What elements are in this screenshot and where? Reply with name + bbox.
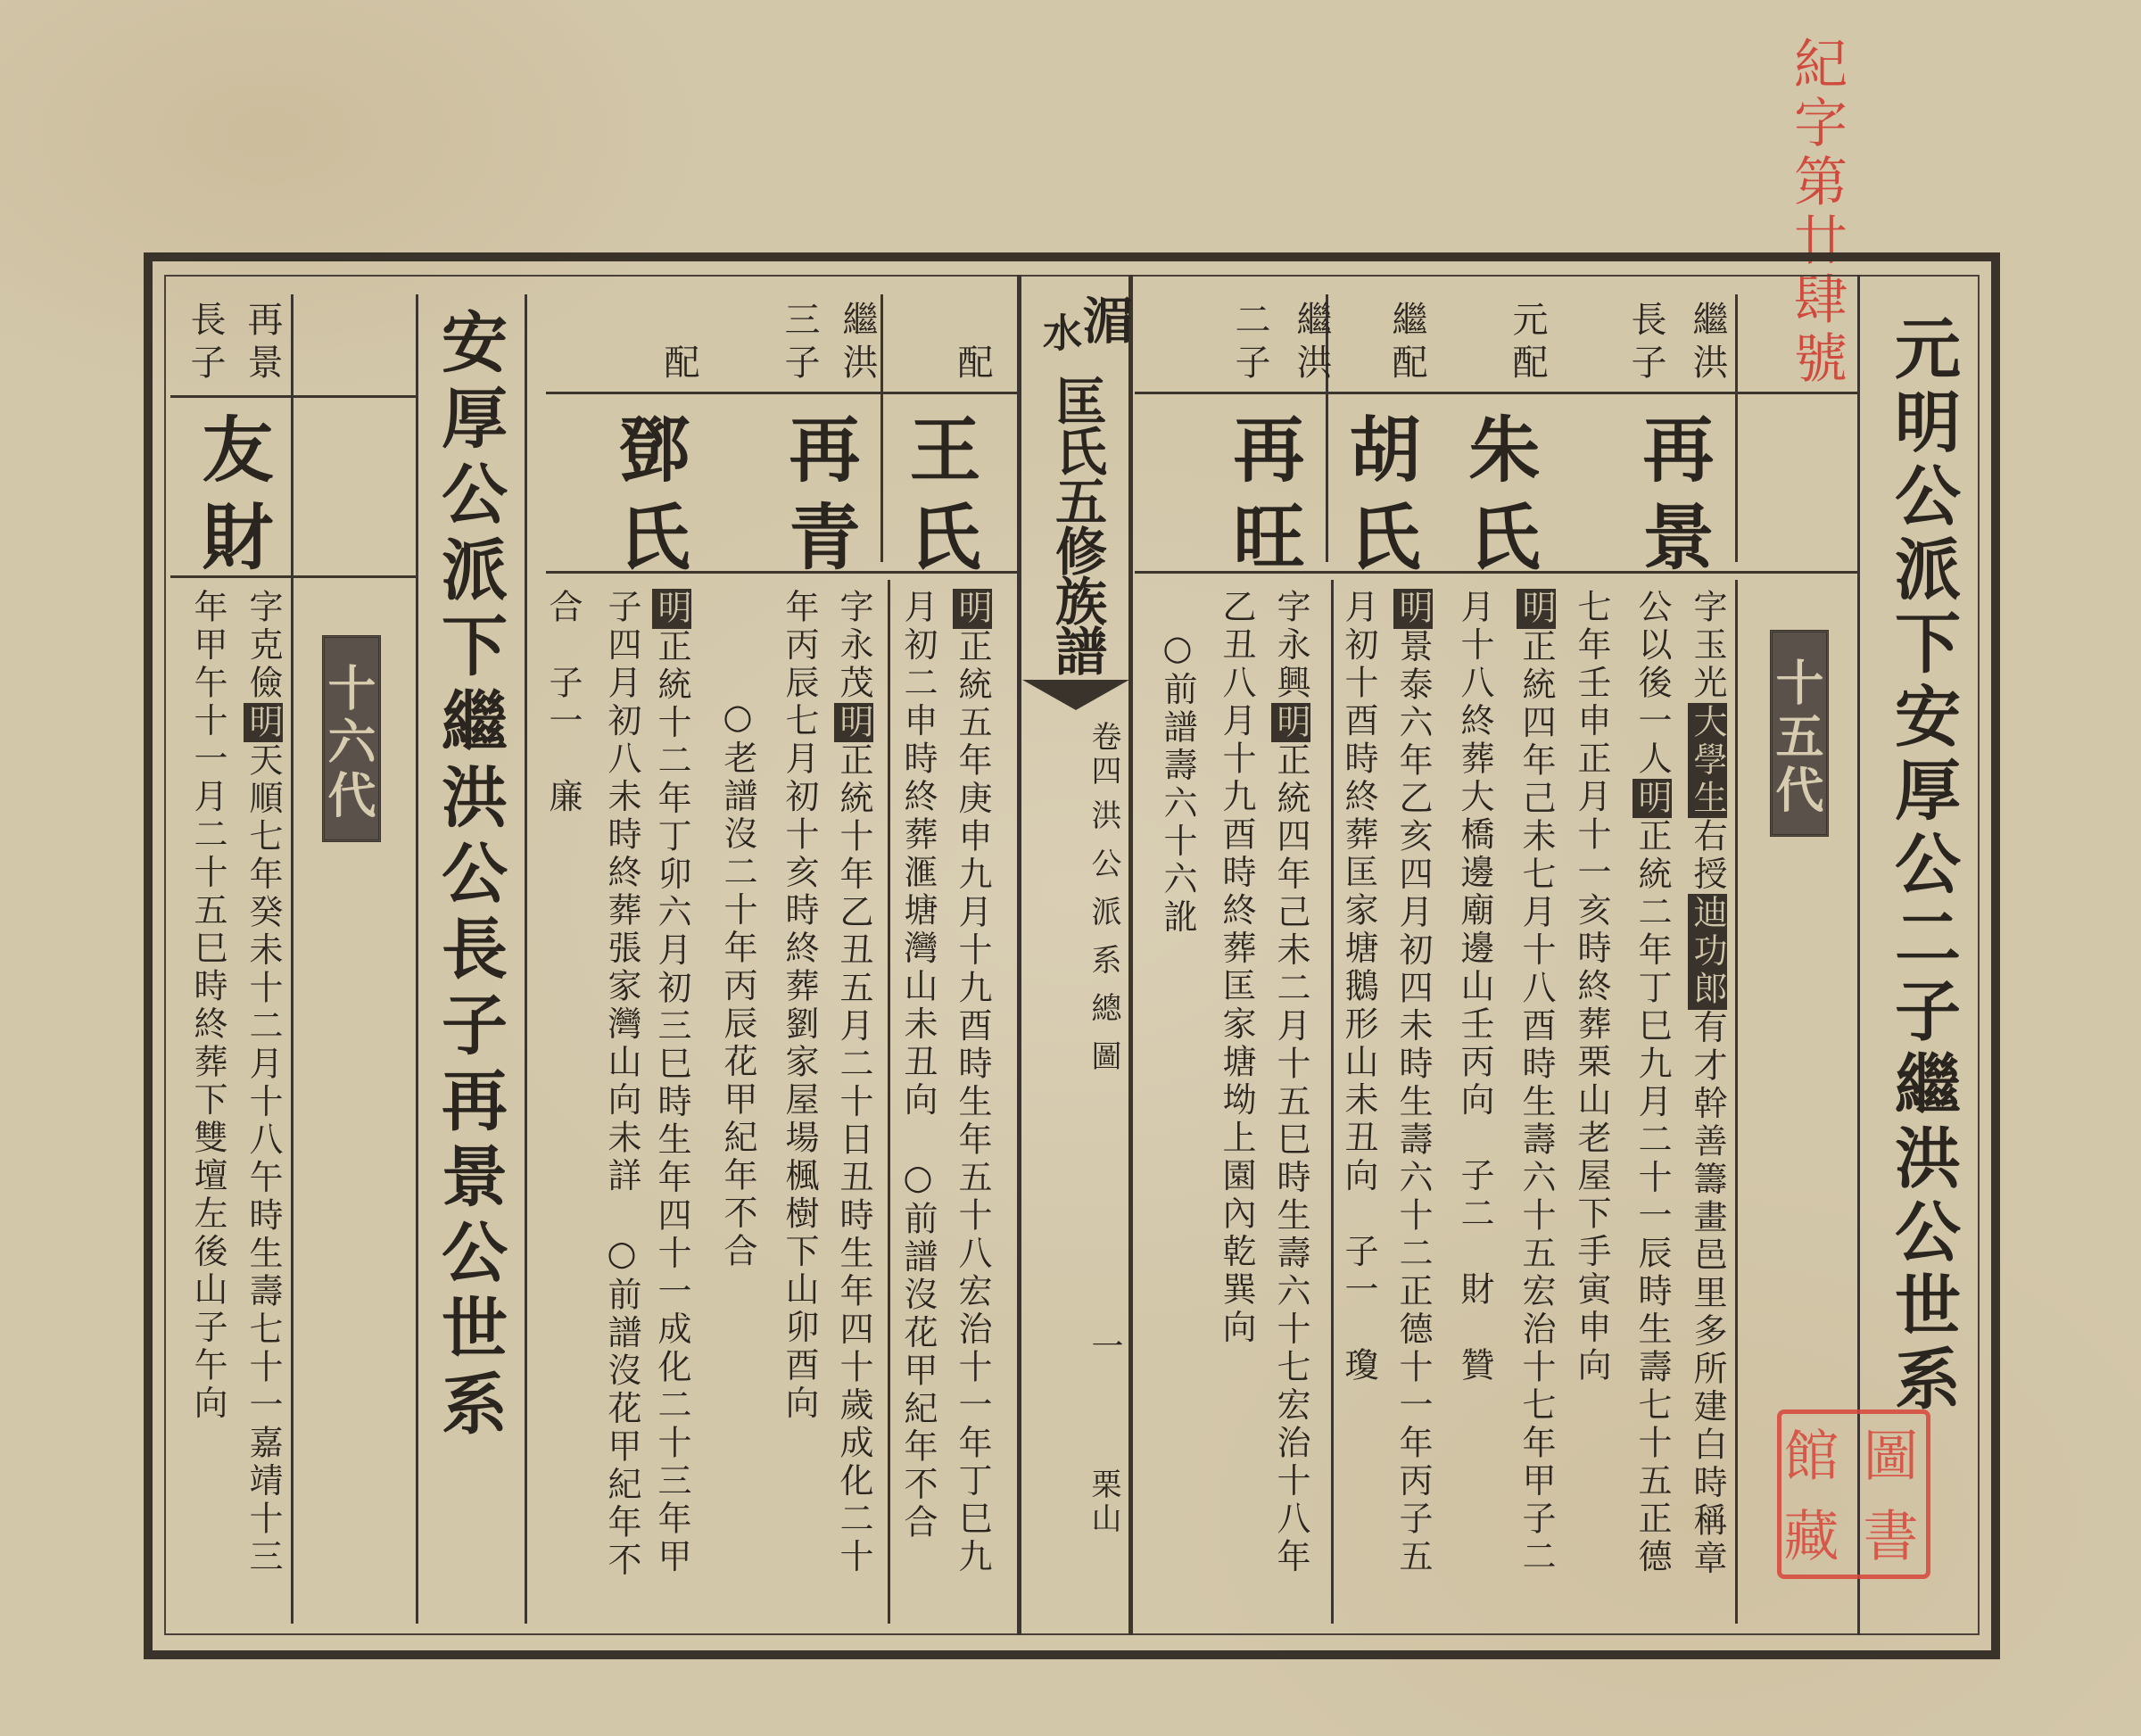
highlighted-term: 明 [1271, 703, 1310, 741]
biography-column: 公以後一人明正統二年丁巳九月二十一辰時生壽七十五正德 [1633, 589, 1672, 1576]
biography-column: 明正統四年己未七月十八酉時生壽六十五宏治十七年甲子二 [1517, 590, 1556, 1576]
highlighted-term: 迪功郎 [1688, 895, 1727, 1009]
label-eldest-son: 長子 [185, 301, 226, 386]
seal-char: 藏 [1774, 1507, 1839, 1562]
spine-title: 匡氏五修族譜 [1046, 375, 1107, 674]
highlighted-term: 明 [834, 703, 873, 741]
generation-badge-15: 十五代 [1770, 630, 1829, 837]
label-wife: 配 [658, 343, 699, 386]
divider [546, 392, 1017, 394]
section-label: 洪公派系總圖 [1086, 799, 1121, 1088]
biography-column: 字克儉明天順七年癸未十二月十八午時生壽七十一嘉靖十三 [244, 589, 283, 1576]
highlighted-term: 明 [1633, 779, 1672, 817]
label-jihong: 繼洪 [1687, 301, 1728, 386]
biography-column: 月初十酉時終葬匡家塘鵝形山未丑向 子一 瓊 [1339, 589, 1378, 1385]
biography-column: 年丙辰七月初十亥時終葬劉家屋場楓樹下山卯酉向 [780, 589, 819, 1423]
generation-badge-16: 十六代 [322, 635, 381, 842]
highlighted-term: 明 [1393, 590, 1433, 628]
divider [1735, 580, 1738, 1624]
biography-column: 月十八終葬大橋邊廟邊山壬丙向 子二 財 贊 [1455, 589, 1494, 1385]
label-jihong: 繼洪 [837, 301, 878, 386]
divider [416, 294, 418, 1624]
biography-column: 子四月初八未時終葬張家灣山向未詳 ○前譜沒花甲紀年不 [602, 589, 641, 1580]
label-wife: 配 [952, 343, 993, 386]
fishtail-mark [1022, 680, 1129, 710]
divider [525, 294, 527, 1624]
label-second-son: 二子 [1229, 301, 1270, 386]
label-zaijing: 再景 [242, 301, 283, 386]
highlighted-term: 明 [953, 590, 992, 628]
highlighted-term: 明 [1517, 590, 1556, 628]
divider [1135, 392, 1857, 394]
highlighted-term: 明 [244, 703, 283, 741]
left-page-title: 安厚公派下繼洪公長子再景公世系 [431, 308, 508, 1445]
spine-title-char: 湄 [1075, 294, 1134, 344]
divider [1735, 294, 1738, 562]
biography-column: 合 子一 廉 [543, 589, 583, 816]
biography-column: 明正統十二年丁卯六月初三巳時生年四十一成化二十三年甲 [652, 590, 691, 1576]
volume-label: 卷四 [1086, 721, 1121, 789]
person-name: 鄧氏 [607, 412, 690, 587]
biography-column: 年甲午十一月二十五巳時終葬下雙壇左後山子午向 [188, 589, 227, 1423]
person-name: 再青 [777, 412, 861, 587]
label-jihong: 繼洪 [1291, 301, 1332, 386]
note-column: ○老譜沒二十年丙辰花甲紀年不合 [718, 697, 757, 1271]
divider [888, 580, 890, 1624]
highlighted-term: 明 [652, 590, 691, 628]
label-second-wife: 繼配 [1386, 301, 1427, 386]
person-name: 友財 [190, 412, 274, 587]
divider [1331, 580, 1334, 1624]
biography-column: 明景泰六年乙亥四月初四未時生壽六十二正德十一年丙子五 [1393, 590, 1433, 1576]
catalog-number-stamp: 紀字第廿肆號 [1785, 36, 1848, 389]
place-label: 栗山 [1086, 1468, 1121, 1536]
divider [291, 294, 293, 1624]
person-name: 再景 [1631, 412, 1715, 587]
label-eldest-son: 長子 [1625, 301, 1666, 386]
seal-char: 圖 [1854, 1426, 1919, 1482]
biography-column: 月初二申時終葬滙塘灣山未丑向 ○前譜沒花甲紀年不合 [898, 589, 938, 1542]
biography-column: 字永茂明正統十年乙丑五月二十日丑時生年四十歲成化二十 [834, 589, 873, 1576]
biography-column: 字玉光大學生右授迪功郎有才幹善籌畫邑里多所建白時稱章 [1688, 589, 1727, 1578]
person-name: 朱氏 [1457, 412, 1541, 587]
person-name: 再旺 [1221, 412, 1305, 587]
person-name: 胡氏 [1337, 412, 1421, 587]
label-third-son: 三子 [779, 301, 820, 386]
seal-char: 書 [1854, 1507, 1919, 1562]
person-name: 王氏 [897, 412, 981, 587]
page-number: 一 [1087, 1329, 1123, 1361]
spine-title-char: 水 [1036, 312, 1081, 351]
biography-column: 乙丑八月十九酉時終葬匡家塘坳上園內乾巽向 [1217, 589, 1256, 1347]
note-column: ○前譜壽六十六訛 [1158, 628, 1197, 937]
spine-border [1128, 275, 1133, 1635]
biography-column: 字永興明正統四年己未二月十五巳時生壽六十七宏治十八年 [1271, 589, 1310, 1576]
library-seal [1774, 1409, 1930, 1579]
biography-column: 明正統五年庚申九月十九酉時生年五十八宏治十一年丁巳九 [953, 590, 992, 1576]
seal-char: 館 [1774, 1426, 1839, 1482]
right-page-title: 元明公派下安厚公二子繼洪公世系 [1884, 314, 1961, 1418]
highlighted-term: 大學生 [1688, 703, 1727, 817]
spine-border [1017, 275, 1021, 1635]
label-first-wife: 元配 [1507, 301, 1548, 386]
biography-column: 七年壬申正月十一亥時終葬栗山老屋下手寅申向 [1572, 589, 1611, 1385]
divider [880, 294, 883, 562]
